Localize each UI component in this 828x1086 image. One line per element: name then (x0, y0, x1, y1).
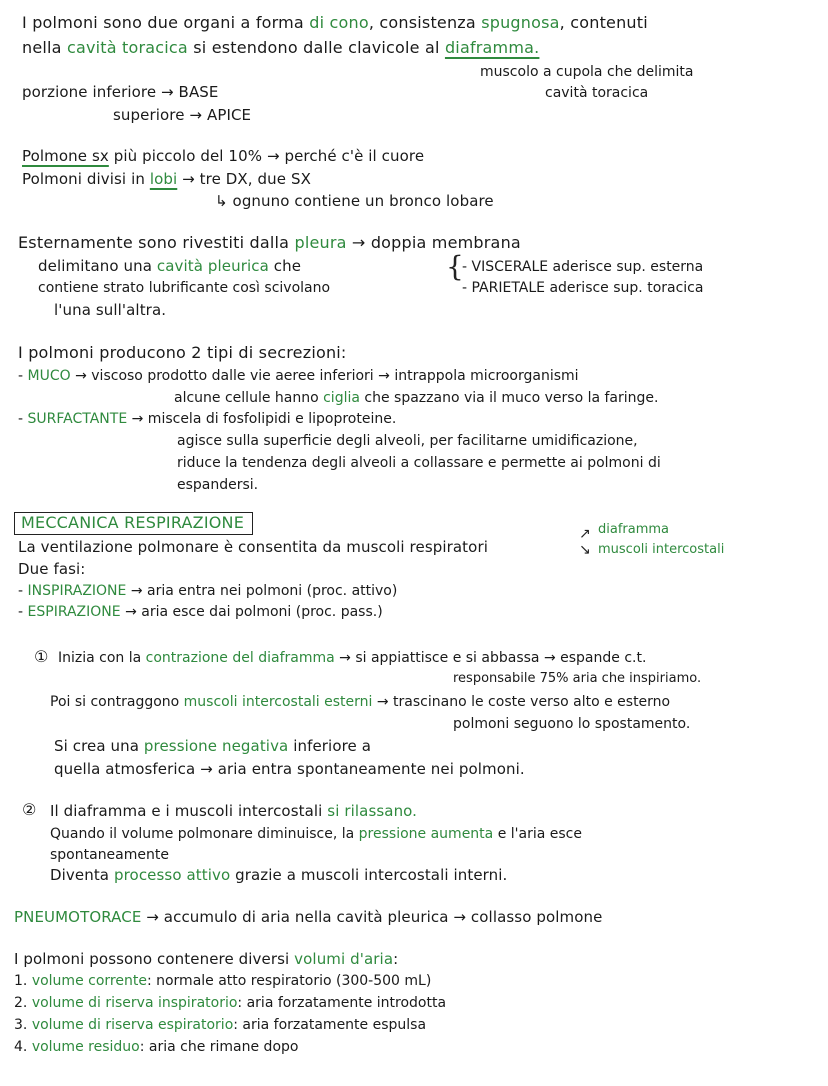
diaframma-note-1: muscolo a cupola che delimita (480, 64, 694, 80)
meccanica-line-1: La ventilazione polmonare è consentita da muscoli respiratori (18, 538, 488, 556)
term-si-rilassano: si rilassano. (327, 802, 418, 820)
secrezioni-heading: I polmoni producono 2 tipi di secrezioni: (18, 343, 347, 362)
surfactante-line-3: riduce la tendenza degli alveoli a collassare e permette ai polmoni di (177, 455, 661, 471)
fase-1-line-4: polmoni seguono lo spostamento. (453, 716, 691, 732)
fase-1-line-5: Si crea una pressione negativa inferiore a (54, 737, 372, 755)
term-lobi: lobi (149, 170, 178, 188)
term-pressione-aumenta: pressione aumenta (358, 826, 494, 842)
term-spugnosa: spugnosa (481, 13, 560, 32)
volume-item-1: 1. volume corrente: normale atto respiratorio (300-500 mL) (14, 973, 432, 989)
pneumotorace-line: PNEUMOTORACE → accumulo di aria nella cavità pleurica → collasso polmone (14, 908, 603, 926)
inspirazione-line: - INSPIRAZIONE → aria entra nei polmoni (proc. attivo) (18, 583, 398, 599)
espirazione-line: - ESPIRAZIONE → aria esce dai polmoni (proc. pass.) (18, 604, 383, 620)
term-riserva-espiratorio: volume di riserva espiratorio (31, 1017, 234, 1033)
lobi-line-3: ↳ ognuno contiene un bronco lobare (215, 192, 494, 210)
pleura-line-3: contiene strato lubrificante così scivolano (38, 280, 331, 296)
fase-2-number: ② (22, 800, 37, 819)
term-pneumotorace: PNEUMOTORACE (14, 908, 142, 926)
term-ciglia: ciglia (323, 390, 360, 406)
term-contrazione-diaframma: contrazione del diaframma (145, 650, 335, 666)
pleura-line-2: delimitano una cavità pleurica che (38, 257, 302, 275)
pleura-line-1: Esternamente sono rivestiti dalla pleura → doppia membrana (18, 233, 521, 252)
pleura-parietale: - PARIETALE aderisce sup. toracica (462, 280, 704, 296)
surfactante-line-4: espandersi. (177, 477, 259, 493)
term-riserva-inspiratorio: volume di riserva inspiratorio (31, 995, 238, 1011)
intro-line-2: nella cavità toracica si estendono dalle clavicole al diaframma. (22, 38, 540, 57)
diaframma-note-2: cavità toracica (545, 85, 649, 101)
porzione-superiore: superiore → APICE (113, 106, 252, 124)
muscle-diaframma: diaframma (598, 522, 670, 537)
term-espirazione: ESPIRAZIONE (27, 604, 121, 620)
muco-line-2: alcune cellule hanno ciglia che spazzano via il muco verso la faringe. (174, 390, 659, 406)
meccanica-title: MECCANICA RESPIRAZIONE (14, 512, 253, 535)
fase-1-line-1: Inizia con la contrazione del diaframma → si appiattisce e si abbassa → espande c.t. (58, 650, 647, 666)
fase-1-line-6: quella atmosferica → aria entra spontaneamente nei polmoni. (54, 760, 525, 778)
term-volumi-aria: volumi d'aria (294, 950, 394, 968)
term-inspirazione: INSPIRAZIONE (27, 583, 127, 599)
term-muco: MUCO (27, 368, 71, 384)
fase-2-line-2: Quando il volume polmonare diminuisce, la pressione aumenta e l'aria esce (50, 826, 582, 842)
surfactante-line-2: agisce sulla superficie degli alveoli, per facilitarne umidificazione, (177, 433, 638, 449)
volumi-heading: I polmoni possono contenere diversi volumi d'aria: (14, 950, 399, 968)
fase-2-line-4: Diventa processo attivo grazie a muscoli intercostali interni. (50, 866, 508, 884)
term-pleura: pleura (294, 233, 347, 252)
muco-line: - MUCO → viscoso prodotto dalle vie aeree inferiori → intrappola microorganismi (18, 368, 579, 384)
term-surfactante: SURFACTANTE (27, 411, 128, 427)
muscle-intercostali: muscoli intercostali (598, 542, 725, 557)
fase-2-line-1: Il diaframma e i muscoli intercostali si rilassano. (50, 802, 418, 820)
term-cavita-toracica: cavità toracica (66, 38, 188, 57)
fase-1-number: ① (34, 647, 49, 666)
term-processo-attivo: processo attivo (113, 866, 231, 884)
surfactante-line: - SURFACTANTE → miscela di fosfolipidi e lipoproteine. (18, 411, 397, 427)
term-intercostali-esterni: muscoli intercostali esterni (183, 694, 373, 710)
volume-item-2: 2. volume di riserva inspiratorio: aria forzatamente introdotta (14, 995, 447, 1011)
pleura-viscerale: - VISCERALE aderisce sup. esterna (462, 259, 704, 275)
porzione-inferiore: porzione inferiore → BASE (22, 83, 219, 101)
fork-down-arrow: ↘ (579, 542, 591, 558)
pleura-brace: { (446, 250, 464, 283)
term-di-cono: di cono (309, 13, 369, 32)
term-volume-residuo: volume residuo (31, 1039, 140, 1055)
term-polmone-sx: Polmone sx (22, 147, 109, 165)
intro-line-1: I polmoni sono due organi a forma di cono, consistenza spugnosa, contenuti (22, 13, 648, 32)
volume-item-4: 4. volume residuo: aria che rimane dopo (14, 1039, 299, 1055)
fase-2-line-3: spontaneamente (50, 847, 169, 863)
fase-1-line-3: Poi si contraggono muscoli intercostali esterni → trascinano le coste verso alto e esterno (50, 694, 671, 710)
term-pressione-negativa: pressione negativa (143, 737, 289, 755)
term-cavita-pleurica: cavità pleurica (156, 257, 269, 275)
fase-1-line-2: responsabile 75% aria che inspiriamo. (453, 671, 702, 686)
volume-item-3: 3. volume di riserva espiratorio: aria forzatamente espulsa (14, 1017, 427, 1033)
meccanica-line-2: Due fasi: (18, 560, 86, 578)
pleura-line-4: l'una sull'altra. (54, 301, 167, 319)
lobi-line-1: Polmone sx più piccolo del 10% → perché c'è il cuore (22, 147, 425, 165)
lobi-line-2: Polmoni divisi in lobi → tre DX, due SX (22, 170, 311, 188)
term-volume-corrente: volume corrente (31, 973, 147, 989)
fork-up-arrow: ↗ (579, 526, 591, 542)
term-diaframma: diaframma. (444, 38, 540, 57)
